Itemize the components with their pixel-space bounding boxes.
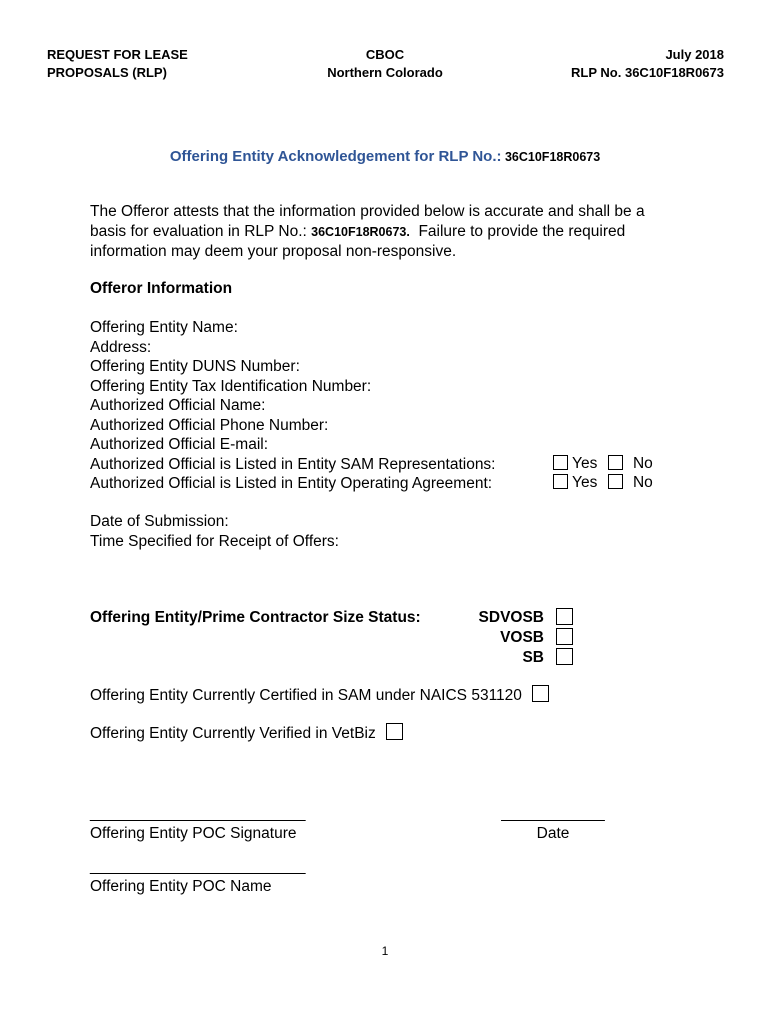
intro-line1: The Offeror attests that the information provided below is accurate and shall be a [90, 203, 645, 220]
header-left [47, 46, 188, 82]
operating-yes-label: Yes [572, 474, 598, 491]
field-duns: Offering Entity DUNS Number: [90, 358, 300, 375]
field-official-phone: Authorized Official Phone Number: [90, 416, 329, 434]
sam-yes-checkbox[interactable] [553, 455, 568, 470]
field-official-email: Authorized Official E-mail: [90, 436, 269, 453]
size-option-sdvosb: SDVOSB [478, 609, 544, 626]
header-date: July 2018 [665, 47, 724, 62]
size-status-label: Offering Entity/Prime Contractor Size Status: [90, 609, 421, 626]
sam-no-checkbox[interactable] [608, 455, 623, 470]
title-main: Offering Entity Acknowledgement for RLP No.: [169, 148, 502, 165]
operating-no-checkbox[interactable] [608, 474, 623, 489]
offeror-fields [90, 318, 496, 494]
signature-block [90, 804, 306, 843]
sam-certification-row [90, 685, 549, 706]
sam-no-label: No [632, 455, 653, 472]
vetbiz-checkbox[interactable] [386, 723, 403, 740]
header-left-line2: PROPOSALS (RLP) [47, 65, 167, 80]
date-of-submission: Date of Submission: [90, 513, 229, 530]
header-center [285, 46, 485, 82]
intro-paragraph [90, 202, 690, 262]
poc-name-label: Offering Entity POC Name [90, 877, 272, 895]
signature-label: Offering Entity POC Signature [90, 824, 297, 842]
offeror-info-heading: Offeror Information [90, 280, 233, 297]
vetbiz-row [90, 723, 403, 744]
sam-certification-checkbox[interactable] [532, 685, 549, 702]
document-title [0, 148, 770, 165]
header-center-line2: Northern Colorado [327, 65, 443, 80]
operating-yes-checkbox[interactable] [553, 474, 568, 489]
sam-certification-label: Offering Entity Currently Certified in SAM under NAICS 531120 [90, 687, 522, 704]
operating-no-label: No [632, 474, 653, 491]
sb-checkbox[interactable] [556, 648, 573, 665]
time-for-receipt: Time Specified for Receipt of Offers: [90, 532, 339, 550]
signature-line[interactable]: _________________________ [90, 805, 306, 822]
title-rlp-number: 36C10F18R0673 [501, 150, 601, 164]
intro-line2-pre: basis for evaluation in RLP No.: [90, 222, 312, 240]
date-label: Date [536, 824, 570, 842]
intro-line2-post: Failure to provide the required [409, 222, 626, 240]
dates-section [90, 512, 339, 551]
date-block [498, 804, 608, 843]
size-status-options [440, 608, 544, 668]
intro-rlp-number: 36C10F18R0673. [311, 224, 410, 239]
sam-representations-question: Authorized Official is Listed in Entity SAM Representations: [90, 455, 496, 473]
sam-yes-no-row [553, 454, 653, 474]
date-line[interactable]: ____________ [501, 805, 605, 822]
page-number: 1 [381, 944, 389, 958]
vetbiz-label: Offering Entity Currently Verified in VetBiz [90, 725, 376, 742]
sam-yes-label: Yes [572, 455, 598, 472]
intro-line2 [90, 222, 690, 243]
intro-line3: information may deem your proposal non-responsive. [90, 243, 457, 260]
poc-name-line[interactable]: _________________________ [90, 858, 306, 875]
header-center-line1: CBOC [365, 47, 405, 62]
sdvosb-checkbox[interactable] [556, 608, 573, 625]
operating-agreement-question: Authorized Official is Listed in Entity Operating Agreement: [90, 475, 493, 492]
vosb-checkbox[interactable] [556, 628, 573, 645]
size-option-sb: SB [522, 649, 544, 666]
field-entity-name: Offering Entity Name: [90, 319, 238, 336]
field-tax-id: Offering Entity Tax Identification Number: [90, 377, 372, 395]
header-right [571, 46, 724, 82]
header-rlp-number: RLP No. 36C10F18R0673 [571, 65, 724, 80]
poc-name-block [90, 857, 306, 896]
field-official-name: Authorized Official Name: [90, 397, 266, 414]
size-status-checkboxes [556, 608, 573, 665]
size-option-vosb: VOSB [500, 629, 544, 646]
header-left-line1: REQUEST FOR LEASE [47, 47, 188, 62]
field-address: Address: [90, 338, 152, 356]
operating-yes-no-row [553, 473, 653, 493]
